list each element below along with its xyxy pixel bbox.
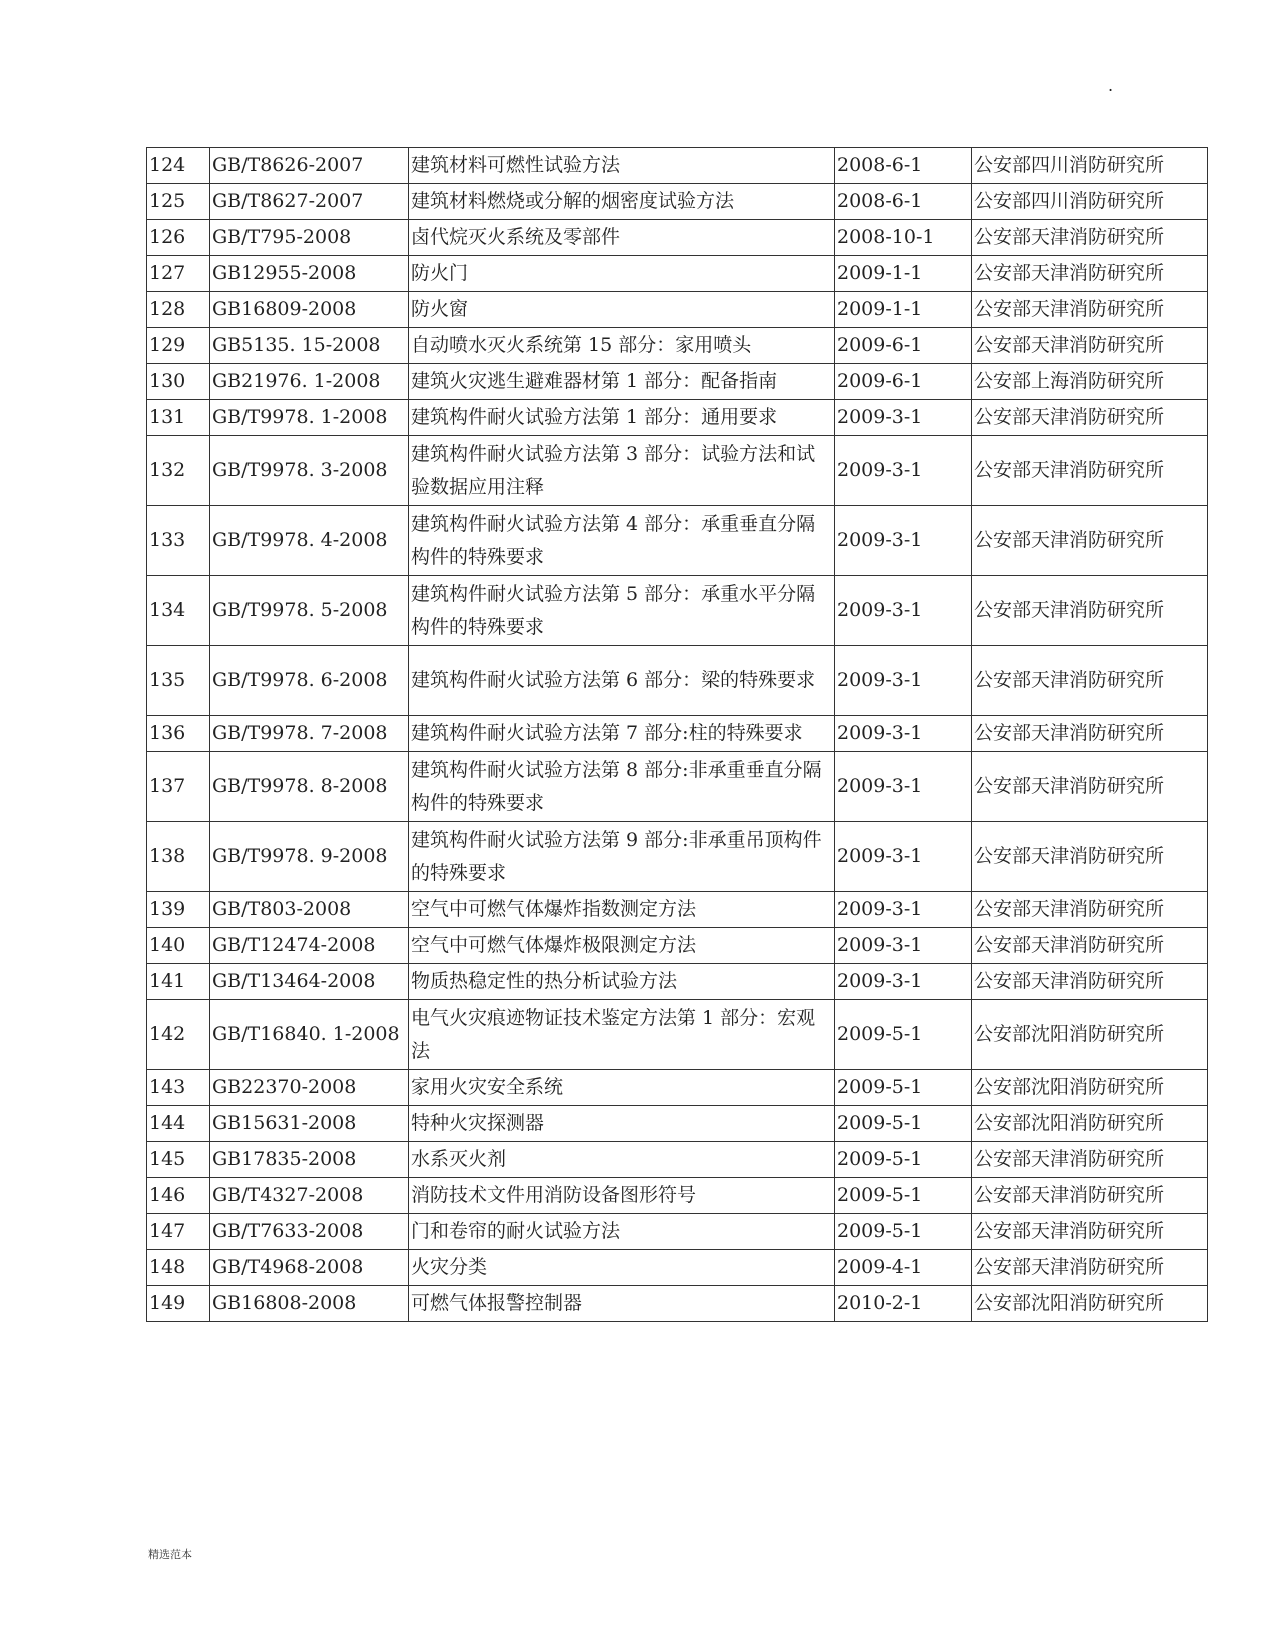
table-row xyxy=(147,328,1208,364)
cell-effective-date: 2009-3-1 xyxy=(835,964,972,1000)
cell-effective-date: 2008-6-1 xyxy=(835,184,972,220)
cell-organization: 公安部沈阳消防研究所 xyxy=(972,1286,1208,1322)
cell-standard-name: 建筑材料可燃性试验方法 xyxy=(409,148,835,184)
cell-organization: 公安部天津消防研究所 xyxy=(972,1250,1208,1286)
table-row xyxy=(147,220,1208,256)
cell-standard-code: GB16808-2008 xyxy=(210,1286,409,1322)
cell-number: 131 xyxy=(147,400,210,436)
cell-number: 138 xyxy=(147,822,210,892)
cell-standard-code: GB/T7633-2008 xyxy=(210,1214,409,1250)
table-row xyxy=(147,1286,1208,1322)
cell-standard-code: GB/T8626-2007 xyxy=(210,148,409,184)
cell-effective-date: 2009-5-1 xyxy=(835,1142,972,1178)
cell-number: 126 xyxy=(147,220,210,256)
table-row xyxy=(147,1142,1208,1178)
cell-standard-name: 消防技术文件用消防设备图形符号 xyxy=(409,1178,835,1214)
cell-organization: 公安部天津消防研究所 xyxy=(972,1142,1208,1178)
cell-standard-code: GB21976. 1-2008 xyxy=(210,364,409,400)
standards-table xyxy=(146,147,1208,1322)
cell-standard-code: GB/T8627-2007 xyxy=(210,184,409,220)
cell-effective-date: 2009-3-1 xyxy=(835,716,972,752)
cell-standard-name: 建筑构件耐火试验方法第 1 部分：通用要求 xyxy=(409,400,835,436)
cell-organization: 公安部天津消防研究所 xyxy=(972,292,1208,328)
cell-organization: 公安部天津消防研究所 xyxy=(972,328,1208,364)
table-row xyxy=(147,436,1208,506)
cell-number: 148 xyxy=(147,1250,210,1286)
cell-organization: 公安部天津消防研究所 xyxy=(972,220,1208,256)
table-row xyxy=(147,752,1208,822)
cell-standard-name: 空气中可燃气体爆炸极限测定方法 xyxy=(409,928,835,964)
cell-effective-date: 2009-6-1 xyxy=(835,364,972,400)
cell-effective-date: 2009-3-1 xyxy=(835,892,972,928)
cell-number: 129 xyxy=(147,328,210,364)
cell-effective-date: 2009-5-1 xyxy=(835,1000,972,1070)
cell-number: 147 xyxy=(147,1214,210,1250)
table-row xyxy=(147,364,1208,400)
cell-organization: 公安部天津消防研究所 xyxy=(972,716,1208,752)
table-row xyxy=(147,506,1208,576)
cell-organization: 公安部天津消防研究所 xyxy=(972,928,1208,964)
cell-standard-name: 电气火灾痕迹物证技术鉴定方法第 1 部分：宏观法 xyxy=(409,1000,835,1070)
cell-organization: 公安部天津消防研究所 xyxy=(972,506,1208,576)
cell-standard-name: 水系灭火剂 xyxy=(409,1142,835,1178)
cell-standard-code: GB/T9978. 9-2008 xyxy=(210,822,409,892)
cell-number: 134 xyxy=(147,576,210,646)
cell-standard-code: GB/T795-2008 xyxy=(210,220,409,256)
cell-standard-code: GB22370-2008 xyxy=(210,1070,409,1106)
cell-standard-name: 家用火灾安全系统 xyxy=(409,1070,835,1106)
cell-organization: 公安部天津消防研究所 xyxy=(972,1178,1208,1214)
table-row xyxy=(147,1070,1208,1106)
cell-standard-name: 建筑构件耐火试验方法第 4 部分：承重垂直分隔构件的特殊要求 xyxy=(409,506,835,576)
cell-effective-date: 2009-3-1 xyxy=(835,576,972,646)
cell-standard-name: 门和卷帘的耐火试验方法 xyxy=(409,1214,835,1250)
table-row xyxy=(147,1106,1208,1142)
table-row xyxy=(147,928,1208,964)
table-row xyxy=(147,1250,1208,1286)
cell-organization: 公安部天津消防研究所 xyxy=(972,822,1208,892)
cell-effective-date: 2008-6-1 xyxy=(835,148,972,184)
cell-number: 124 xyxy=(147,148,210,184)
cell-effective-date: 2009-3-1 xyxy=(835,400,972,436)
cell-number: 140 xyxy=(147,928,210,964)
cell-standard-name: 建筑构件耐火试验方法第 3 部分：试验方法和试验数据应用注释 xyxy=(409,436,835,506)
cell-organization: 公安部上海消防研究所 xyxy=(972,364,1208,400)
cell-standard-name: 建筑构件耐火试验方法第 7 部分:柱的特殊要求 xyxy=(409,716,835,752)
cell-standard-code: GB/T9978. 8-2008 xyxy=(210,752,409,822)
table-row xyxy=(147,148,1208,184)
cell-organization: 公安部天津消防研究所 xyxy=(972,646,1208,716)
cell-organization: 公安部沈阳消防研究所 xyxy=(972,1070,1208,1106)
table-row xyxy=(147,964,1208,1000)
cell-standard-code: GB16809-2008 xyxy=(210,292,409,328)
cell-effective-date: 2009-5-1 xyxy=(835,1178,972,1214)
table-body xyxy=(147,148,1208,1322)
cell-standard-code: GB/T4968-2008 xyxy=(210,1250,409,1286)
cell-effective-date: 2009-3-1 xyxy=(835,822,972,892)
cell-standard-name: 卤代烷灭火系统及零部件 xyxy=(409,220,835,256)
cell-effective-date: 2009-5-1 xyxy=(835,1106,972,1142)
table-row xyxy=(147,1214,1208,1250)
table-row xyxy=(147,256,1208,292)
cell-organization: 公安部天津消防研究所 xyxy=(972,752,1208,822)
cell-standard-code: GB/T16840. 1-2008 xyxy=(210,1000,409,1070)
cell-standard-code: GB15631-2008 xyxy=(210,1106,409,1142)
table-row xyxy=(147,892,1208,928)
cell-organization: 公安部四川消防研究所 xyxy=(972,184,1208,220)
cell-standard-name: 空气中可燃气体爆炸指数测定方法 xyxy=(409,892,835,928)
cell-number: 143 xyxy=(147,1070,210,1106)
cell-number: 130 xyxy=(147,364,210,400)
cell-organization: 公安部天津消防研究所 xyxy=(972,964,1208,1000)
cell-effective-date: 2009-4-1 xyxy=(835,1250,972,1286)
table-row xyxy=(147,822,1208,892)
cell-organization: 公安部沈阳消防研究所 xyxy=(972,1106,1208,1142)
cell-effective-date: 2010-2-1 xyxy=(835,1286,972,1322)
cell-standard-code: GB/T4327-2008 xyxy=(210,1178,409,1214)
cell-standard-name: 自动喷水灭火系统第 15 部分：家用喷头 xyxy=(409,328,835,364)
cell-effective-date: 2008-10-1 xyxy=(835,220,972,256)
cell-organization: 公安部天津消防研究所 xyxy=(972,400,1208,436)
cell-number: 125 xyxy=(147,184,210,220)
cell-standard-name: 建筑构件耐火试验方法第 6 部分：梁的特殊要求 xyxy=(409,646,835,716)
cell-organization: 公安部沈阳消防研究所 xyxy=(972,1000,1208,1070)
cell-organization: 公安部天津消防研究所 xyxy=(972,256,1208,292)
cell-number: 144 xyxy=(147,1106,210,1142)
cell-standard-code: GB/T9978. 5-2008 xyxy=(210,576,409,646)
cell-standard-code: GB/T9978. 7-2008 xyxy=(210,716,409,752)
cell-effective-date: 2009-3-1 xyxy=(835,506,972,576)
cell-number: 146 xyxy=(147,1178,210,1214)
cell-standard-name: 可燃气体报警控制器 xyxy=(409,1286,835,1322)
cell-standard-name: 建筑构件耐火试验方法第 9 部分:非承重吊顶构件的特殊要求 xyxy=(409,822,835,892)
cell-effective-date: 2009-1-1 xyxy=(835,256,972,292)
cell-standard-code: GB5135. 15-2008 xyxy=(210,328,409,364)
cell-number: 136 xyxy=(147,716,210,752)
cell-standard-code: GB/T9978. 1-2008 xyxy=(210,400,409,436)
cell-standard-name: 物质热稳定性的热分析试验方法 xyxy=(409,964,835,1000)
cell-standard-name: 火灾分类 xyxy=(409,1250,835,1286)
table-row xyxy=(147,716,1208,752)
cell-organization: 公安部天津消防研究所 xyxy=(972,1214,1208,1250)
cell-number: 133 xyxy=(147,506,210,576)
table-row xyxy=(147,1178,1208,1214)
cell-number: 132 xyxy=(147,436,210,506)
table-row xyxy=(147,576,1208,646)
cell-organization: 公安部天津消防研究所 xyxy=(972,436,1208,506)
cell-number: 145 xyxy=(147,1142,210,1178)
cell-standard-code: GB12955-2008 xyxy=(210,256,409,292)
cell-standard-code: GB/T9978. 4-2008 xyxy=(210,506,409,576)
cell-standard-code: GB/T12474-2008 xyxy=(210,928,409,964)
cell-number: 127 xyxy=(147,256,210,292)
cell-effective-date: 2009-5-1 xyxy=(835,1214,972,1250)
cell-standard-code: GB/T13464-2008 xyxy=(210,964,409,1000)
cell-effective-date: 2009-6-1 xyxy=(835,328,972,364)
cell-standard-code: GB/T803-2008 xyxy=(210,892,409,928)
cell-number: 141 xyxy=(147,964,210,1000)
cell-organization: 公安部四川消防研究所 xyxy=(972,148,1208,184)
cell-organization: 公安部天津消防研究所 xyxy=(972,576,1208,646)
cell-effective-date: 2009-3-1 xyxy=(835,752,972,822)
cell-effective-date: 2009-3-1 xyxy=(835,436,972,506)
cell-number: 137 xyxy=(147,752,210,822)
cell-standard-name: 建筑构件耐火试验方法第 5 部分：承重水平分隔构件的特殊要求 xyxy=(409,576,835,646)
table-row xyxy=(147,400,1208,436)
cell-standard-name: 建筑材料燃烧或分解的烟密度试验方法 xyxy=(409,184,835,220)
cell-effective-date: 2009-5-1 xyxy=(835,1070,972,1106)
cell-standard-name: 建筑构件耐火试验方法第 8 部分:非承重垂直分隔构件的特殊要求 xyxy=(409,752,835,822)
cell-organization: 公安部天津消防研究所 xyxy=(972,892,1208,928)
cell-number: 149 xyxy=(147,1286,210,1322)
cell-number: 139 xyxy=(147,892,210,928)
cell-number: 135 xyxy=(147,646,210,716)
table-row xyxy=(147,184,1208,220)
cell-standard-name: 建筑火灾逃生避难器材第 1 部分：配备指南 xyxy=(409,364,835,400)
cell-number: 128 xyxy=(147,292,210,328)
table-row xyxy=(147,1000,1208,1070)
table-row xyxy=(147,292,1208,328)
cell-effective-date: 2009-3-1 xyxy=(835,646,972,716)
cell-standard-name: 防火门 xyxy=(409,256,835,292)
cell-effective-date: 2009-1-1 xyxy=(835,292,972,328)
cell-standard-code: GB17835-2008 xyxy=(210,1142,409,1178)
cell-standard-code: GB/T9978. 3-2008 xyxy=(210,436,409,506)
cell-effective-date: 2009-3-1 xyxy=(835,928,972,964)
header-dot: . xyxy=(1108,76,1114,95)
cell-number: 142 xyxy=(147,1000,210,1070)
cell-standard-code: GB/T9978. 6-2008 xyxy=(210,646,409,716)
footer-text: 精选范本 xyxy=(148,1548,192,1561)
cell-standard-name: 防火窗 xyxy=(409,292,835,328)
table-row xyxy=(147,646,1208,716)
cell-standard-name: 特种火灾探测器 xyxy=(409,1106,835,1142)
